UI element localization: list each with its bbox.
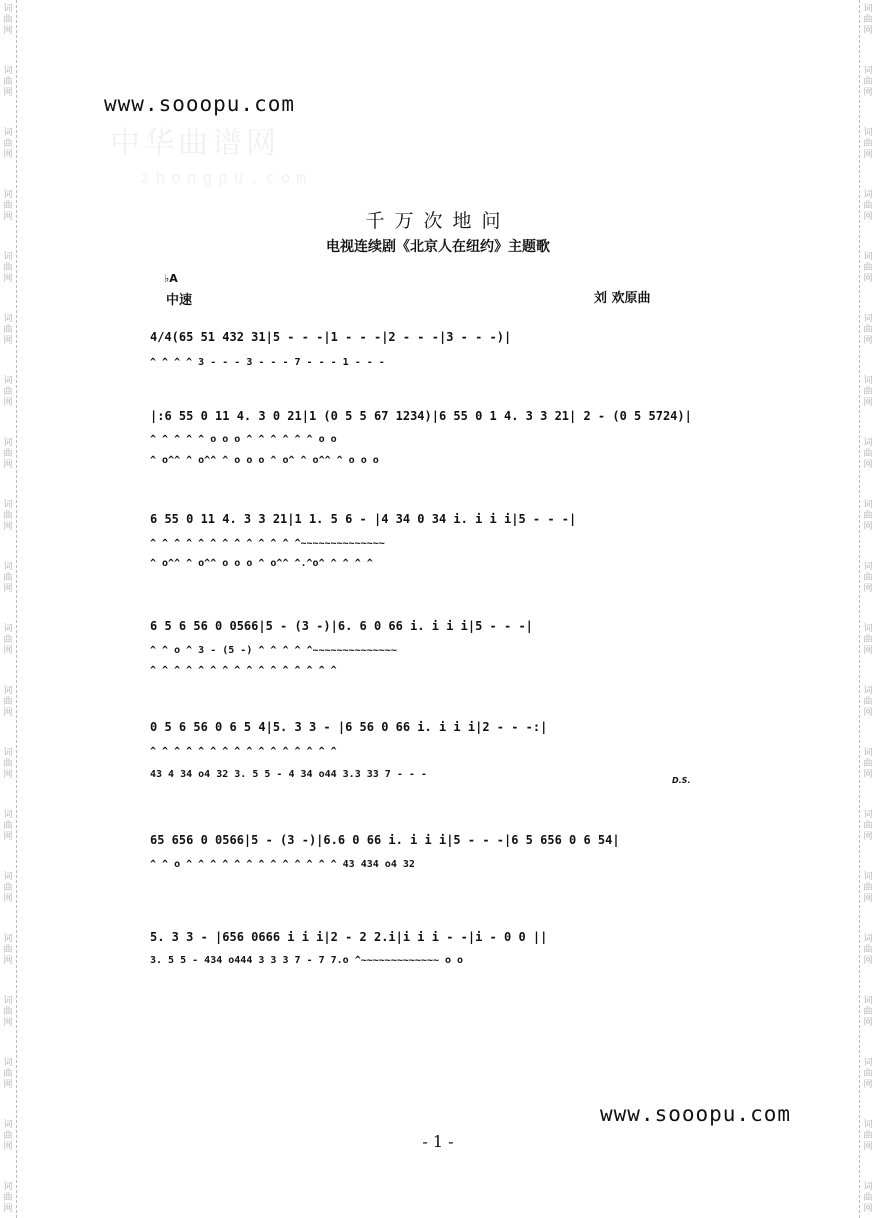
song-title: 千万次地问 xyxy=(365,210,511,232)
score-line-1-accomp: ^ ^ ^ ^ 3 - - - 3 - - - 7 - - - 1 - - - xyxy=(150,357,385,368)
margin-watermark-text: 词 曲 网 xyxy=(863,376,873,408)
margin-watermark-text: 词 曲 网 xyxy=(863,438,873,470)
margin-watermark-text: 词 曲 网 xyxy=(3,314,13,346)
score-line-7-accomp: 3. 5 5 - 434 o444 3 3 3 7 - 7 7.o ^~~~~~~~~~~~~~ o o xyxy=(150,955,464,966)
tempo-marking: 中速 xyxy=(166,293,193,308)
margin-watermark-text: 词 曲 网 xyxy=(863,190,873,222)
watermark-large: 中华曲谱网 xyxy=(110,126,280,161)
margin-watermark-text: 词 曲 网 xyxy=(863,66,873,98)
margin-watermark-text: 词 曲 网 xyxy=(3,190,13,222)
dal-segno-marking: D.S. xyxy=(672,776,691,785)
website-url-top[interactable]: www.sooopu.com xyxy=(104,92,296,116)
page-number: - 1 - xyxy=(422,1132,454,1151)
margin-watermark-text: 词 曲 网 xyxy=(863,500,873,532)
margin-watermark-text: 词 曲 网 xyxy=(863,4,873,36)
margin-watermark-text: 词 曲 网 xyxy=(3,438,13,470)
margin-watermark-text: 词 曲 网 xyxy=(3,748,13,780)
margin-watermark-text: 词 曲 网 xyxy=(3,934,13,966)
margin-watermark-text: 词 曲 网 xyxy=(863,748,873,780)
margin-watermark-text: 词 曲 网 xyxy=(863,562,873,594)
margin-watermark-text: 词 曲 网 xyxy=(3,66,13,98)
song-subtitle: 电视连续剧《北京人在纽约》主题歌 xyxy=(326,239,550,255)
margin-watermark-text: 词 曲 网 xyxy=(3,376,13,408)
key-signature: ♭A xyxy=(164,272,178,285)
score-line-1-melody: 4/4(65 51 432 31|5 - - -|1 - - -|2 - - -|3 - - -)| xyxy=(150,330,512,344)
score-line-6-accomp: ^ ^ o ^ ^ ^ ^ ^ ^ ^ ^ ^ ^ ^ ^ ^ 43 434 o4 32 xyxy=(150,859,415,870)
margin-watermark-text: 词 曲 网 xyxy=(3,872,13,904)
margin-watermark-text: 词 曲 网 xyxy=(3,686,13,718)
margin-watermark-text: 词 曲 网 xyxy=(3,996,13,1028)
score-line-5-accomp: ^ ^ ^ ^ ^ ^ ^ ^ ^ ^ ^ ^ ^ ^ ^ ^ xyxy=(150,746,337,757)
composer-credit: 刘 欢原曲 xyxy=(594,291,651,306)
score-line-3-accomp: ^ ^ ^ ^ ^ ^ ^ ^ ^ ^ ^ ^ ^~~~~~~~~~~~~~~ xyxy=(150,538,385,549)
score-line-4-accomp-lower: ^ ^ ^ ^ ^ ^ ^ ^ ^ ^ ^ ^ ^ ^ ^ ^ xyxy=(150,665,337,676)
score-line-3-accomp-lower: ^ o^^ ^ o^^ o o o ^ o^^ ^.^o^ ^ ^ ^ ^ xyxy=(150,558,373,569)
website-url-bottom[interactable]: www.sooopu.com xyxy=(600,1102,792,1126)
score-line-6-melody: 65 656 0 0566|5 - (3 -)|6.6 0 66 i. i i i|5 - - -|6 5 656 0 6 54| xyxy=(150,833,620,847)
margin-watermark-text: 词 曲 网 xyxy=(3,624,13,656)
score-line-2-accomp: ^ ^ ^ ^ ^ o o o ^ ^ ^ ^ ^ ^ o o xyxy=(150,434,337,445)
margin-watermark-text: 词 曲 网 xyxy=(863,872,873,904)
margin-watermark-text: 词 曲 网 xyxy=(863,314,873,346)
score-line-4-melody: 6 5 6 56 0 0566|5 - (3 -)|6. 6 0 66 i. i i i|5 - - -| xyxy=(150,619,533,633)
margin-watermark-text: 词 曲 网 xyxy=(863,1120,873,1152)
margin-watermark-text: 词 曲 网 xyxy=(3,810,13,842)
margin-watermark-text: 词 曲 网 xyxy=(863,624,873,656)
score-line-2-accomp-lower: ^ o^^ ^ o^^ ^ o o o ^ o^ ^ o^^ ^ o o o xyxy=(150,455,379,466)
margin-watermark-text: 词 曲 网 xyxy=(3,1120,13,1152)
margin-watermark-text: 词 曲 网 xyxy=(863,1182,873,1214)
margin-watermark-text: 词 曲 网 xyxy=(3,1182,13,1214)
margin-watermark-text: 词 曲 网 xyxy=(863,1058,873,1090)
margin-watermark-text: 词 曲 网 xyxy=(3,562,13,594)
margin-watermark-text: 词 曲 网 xyxy=(863,686,873,718)
margin-watermark-text: 词 曲 网 xyxy=(3,1058,13,1090)
margin-watermark-text: 词 曲 网 xyxy=(863,128,873,160)
margin-watermark-text: 词 曲 网 xyxy=(863,996,873,1028)
score-line-2-melody: |:6 55 0 11 4. 3 0 21|1 (0 5 5 67 1234)|6 55 0 1 4. 3 3 21| 2 - (0 5 5724)| xyxy=(150,409,692,423)
left-margin-strip xyxy=(0,0,17,1218)
margin-watermark-text: 词 曲 网 xyxy=(3,128,13,160)
watermark-small: zhongpu.com xyxy=(140,168,312,187)
margin-watermark-text: 词 曲 网 xyxy=(3,252,13,284)
margin-watermark-text: 词 曲 网 xyxy=(863,810,873,842)
score-line-3-melody: 6 55 0 11 4. 3 3 21|1 1. 5 6 - |4 34 0 34 i. i i i|5 - - -| xyxy=(150,512,577,526)
score-line-5-melody: 0 5 6 56 0 6 5 4|5. 3 3 - |6 56 0 66 i. i i i|2 - - -:| xyxy=(150,720,548,734)
right-margin-strip xyxy=(859,0,876,1218)
score-line-4-accomp: ^ ^ o ^ 3 - (5 -) ^ ^ ^ ^ ^~~~~~~~~~~~~~~ xyxy=(150,645,397,656)
margin-watermark-text: 词 曲 网 xyxy=(3,500,13,532)
margin-watermark-text: 词 曲 网 xyxy=(863,934,873,966)
score-line-5-accomp-lower: 43 4 34 o4 32 3. 5 5 - 4 34 o44 3.3 33 7 - - - xyxy=(150,769,427,780)
margin-watermark-text: 词 曲 网 xyxy=(3,4,13,36)
margin-watermark-text: 词 曲 网 xyxy=(863,252,873,284)
score-line-7-melody: 5. 3 3 - |656 0666 i i i|2 - 2 2.i|i i i - -|i - 0 0 || xyxy=(150,930,548,944)
